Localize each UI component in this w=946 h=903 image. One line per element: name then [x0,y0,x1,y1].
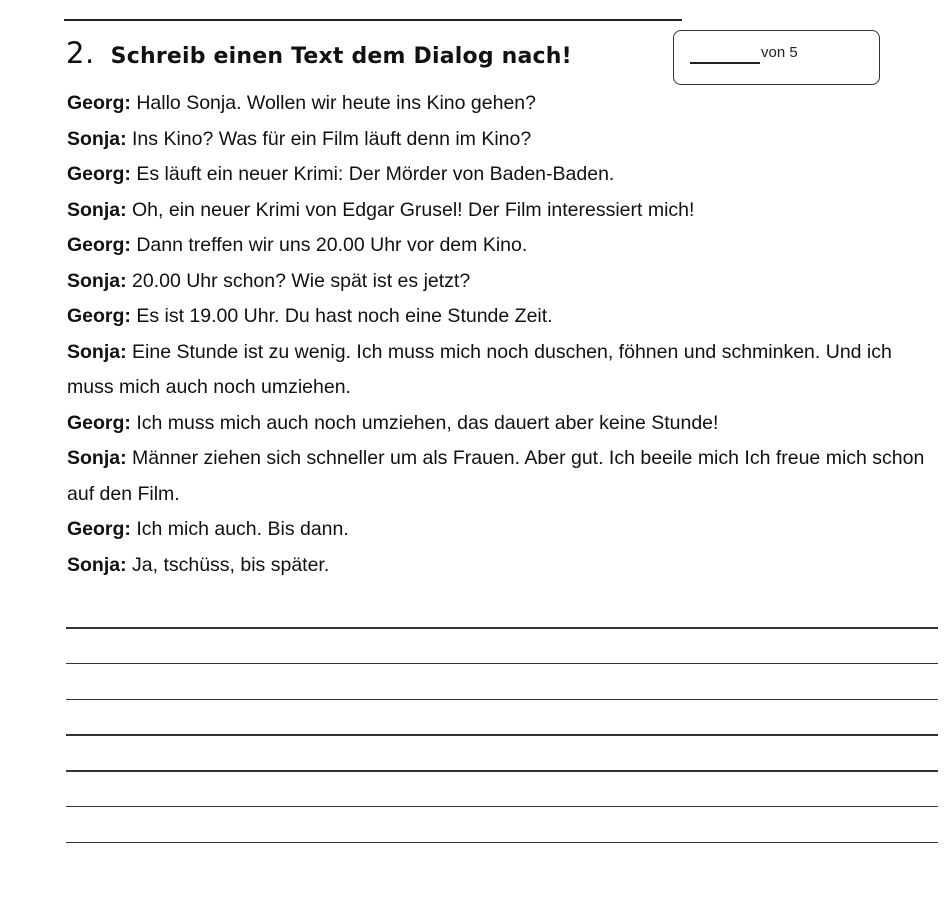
dialog-text: Oh, ein neuer Krimi von Edgar Grusel! Der Film interessiert mich! [126,198,695,221]
speaker-label: Sonja: [67,269,127,292]
dialog-line [67,335,927,406]
answer-line[interactable] [66,842,938,844]
dialog-line [67,548,927,584]
speaker-label: Sonja: [67,447,127,469]
speaker-label: Georg: [67,411,131,434]
answer-line[interactable] [66,734,938,736]
answer-line[interactable] [66,627,938,629]
answer-lines [66,627,938,878]
dialog-text: Ich muss mich auch noch umziehen, das dauert aber keine Stunde! [130,411,719,434]
score-box [673,30,880,85]
dialog-text: Dann treffen wir uns 20.00 Uhr vor dem Kino. [130,234,528,256]
dialog-line [67,264,927,300]
dialog-text: Eine Stunde ist zu wenig. Ich muss mich noch duschen, föhnen und schminken. Und ich muss mich auch noch umziehen. [67,340,892,398]
dialog-text: Hallo Sonja. Wollen wir heute ins Kino gehen? [130,92,536,114]
dialog-line [67,193,927,229]
speaker-label: Sonja: [67,127,127,150]
task-number: 2. [66,36,95,70]
dialog-line [67,441,927,512]
dialog-text: Ins Kino? Was für ein Film läuft denn im Kino? [126,127,532,150]
dialog-line [67,122,927,158]
dialog-text: 20.00 Uhr schon? Wie spät ist es jetzt? [126,269,471,292]
speaker-label: Sonja: [67,198,127,221]
answer-line[interactable] [66,663,938,665]
speaker-label: Georg: [67,163,131,185]
dialog-line [67,157,927,193]
speaker-label: Sonja: [67,340,127,363]
answer-line[interactable] [66,770,938,772]
dialog-line [67,406,927,442]
dialog-text: Es ist 19.00 Uhr. Du hast noch eine Stunde Zeit. [130,305,553,327]
speaker-label: Georg: [67,518,131,540]
score-blank[interactable] [690,62,760,64]
answer-line[interactable] [66,806,938,808]
dialog-line [67,86,927,122]
task-header [66,36,572,76]
dialog-text: Ich mich auch. Bis dann. [130,518,349,540]
speaker-label: Georg: [67,305,131,327]
dialog-line [67,228,927,264]
dialog [67,86,927,583]
top-rule [64,19,682,21]
speaker-label: Georg: [67,92,131,114]
task-title: Schreib einen Text dem Dialog nach! [110,44,572,69]
dialog-text: Es läuft ein neuer Krimi: Der Mörder von Baden-Baden. [130,163,615,185]
dialog-text: Ja, tschüss, bis später. [126,553,330,576]
dialog-line [67,512,927,548]
speaker-label: Sonja: [67,553,127,576]
score-label: von 5 [761,44,798,61]
dialog-line [67,299,927,335]
answer-line[interactable] [66,699,938,701]
speaker-label: Georg: [67,234,131,256]
dialog-text: Männer ziehen sich schneller um als Frauen. Aber gut. Ich beeile mich Ich freue mich schon auf den Film. [67,447,925,505]
